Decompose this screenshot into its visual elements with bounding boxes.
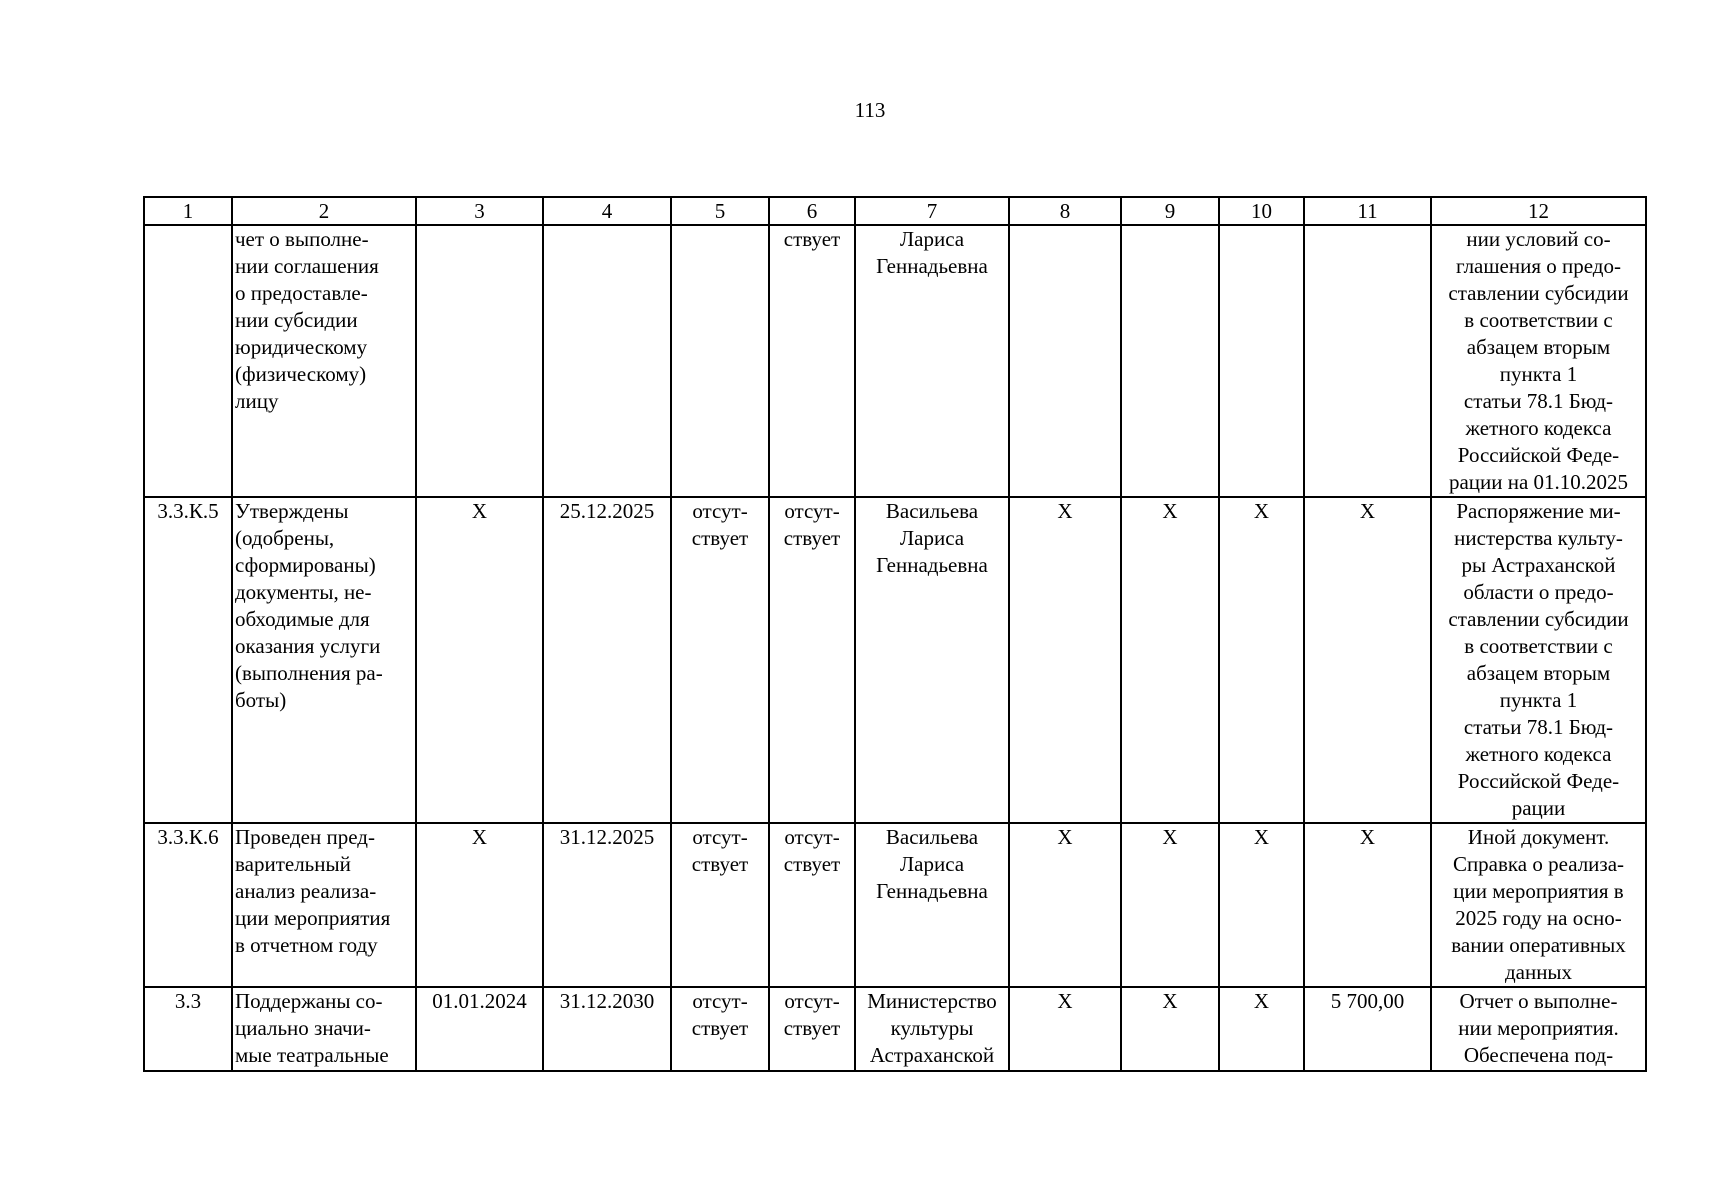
responsible-person-cell: Васильева Лариса Геннадьевна [855,497,1009,823]
end-date-cell: 25.12.2025 [543,497,671,823]
column-9-cell [1121,225,1219,497]
table-row [144,987,1646,1071]
column-8-cell: Х [1009,497,1121,823]
column-5-cell: отсут- ствует [671,497,769,823]
amount-cell [1304,225,1431,497]
end-date-cell [543,225,671,497]
header-cell-4: 4 [543,197,671,225]
end-date-cell: 31.12.2025 [543,823,671,987]
column-10-cell: Х [1219,497,1304,823]
header-cell-1: 1 [144,197,232,225]
document-cell: нии условий со- глашения о предо- ставлении субсидии в соответствии с абзацем вторым пункта 1 статьи 78.1 Бюд- жетного кодекса Российской Феде- рации на 01.10.2025 [1431,225,1646,497]
header-cell-8: 8 [1009,197,1121,225]
result-name-cell: Проведен пред- варительный анализ реализа- ции мероприятия в отчетном году [232,823,416,987]
column-9-cell: Х [1121,497,1219,823]
header-cell-10: 10 [1219,197,1304,225]
header-row [144,197,1646,225]
start-date-cell: Х [416,823,543,987]
column-8-cell [1009,225,1121,497]
document-cell: Распоряжение ми- нистерства культу- ры Астраханской области о предо- ставлении субсидии в соответствии с абзацем вторым пункта 1 статьи 78.1 Бюд- жетного кодекса Российской Феде- рации [1431,497,1646,823]
document-cell: Иной документ. Справка о реализа- ции мероприятия в 2025 году на осно- вании оперативных данных [1431,823,1646,987]
column-6-cell: отсут- ствует [769,823,855,987]
column-5-cell: отсут- ствует [671,823,769,987]
responsible-person-cell: Министерство культуры Астраханской [855,987,1009,1071]
start-date-cell: Х [416,497,543,823]
result-name-cell: Утверждены (одобрены, сформированы) документы, не- обходимые для оказания услуги (выполнения ра- боты) [232,497,416,823]
header-cell-3: 3 [416,197,543,225]
column-9-cell: Х [1121,823,1219,987]
start-date-cell: 01.01.2024 [416,987,543,1071]
header-cell-11: 11 [1304,197,1431,225]
row-number-cell: 3.3.К.5 [144,497,232,823]
header-cell-2: 2 [232,197,416,225]
header-cell-5: 5 [671,197,769,225]
column-6-cell: отсут- ствует [769,987,855,1071]
row-number-cell: 3.3.К.6 [144,823,232,987]
end-date-cell: 31.12.2030 [543,987,671,1071]
column-6-cell: отсут- ствует [769,497,855,823]
row-number-cell: 3.3 [144,987,232,1071]
plan-table [143,196,1647,1072]
amount-cell: Х [1304,497,1431,823]
header-cell-12: 12 [1431,197,1646,225]
document-cell: Отчет о выполне- нии мероприятия. Обеспечена под- [1431,987,1646,1071]
table-row [144,225,1646,497]
header-cell-6: 6 [769,197,855,225]
result-name-cell: Поддержаны со- циально значи- мые театральные [232,987,416,1071]
column-8-cell: Х [1009,823,1121,987]
column-10-cell: Х [1219,987,1304,1071]
column-9-cell: Х [1121,987,1219,1071]
table-row [144,497,1646,823]
column-8-cell: Х [1009,987,1121,1071]
header-cell-9: 9 [1121,197,1219,225]
column-5-cell: отсут- ствует [671,987,769,1071]
start-date-cell [416,225,543,497]
column-10-cell [1219,225,1304,497]
result-name-cell: чет о выполне- нии соглашения о предоставле- нии субсидии юридическому (физическому) лицу [232,225,416,497]
column-5-cell [671,225,769,497]
responsible-person-cell: Лариса Геннадьевна [855,225,1009,497]
responsible-person-cell: Васильева Лариса Геннадьевна [855,823,1009,987]
amount-cell: 5 700,00 [1304,987,1431,1071]
page-number: 113 [854,98,886,122]
column-6-cell: ствует [769,225,855,497]
header-cell-7: 7 [855,197,1009,225]
amount-cell: Х [1304,823,1431,987]
table-row [144,823,1646,987]
row-number-cell [144,225,232,497]
column-10-cell: Х [1219,823,1304,987]
